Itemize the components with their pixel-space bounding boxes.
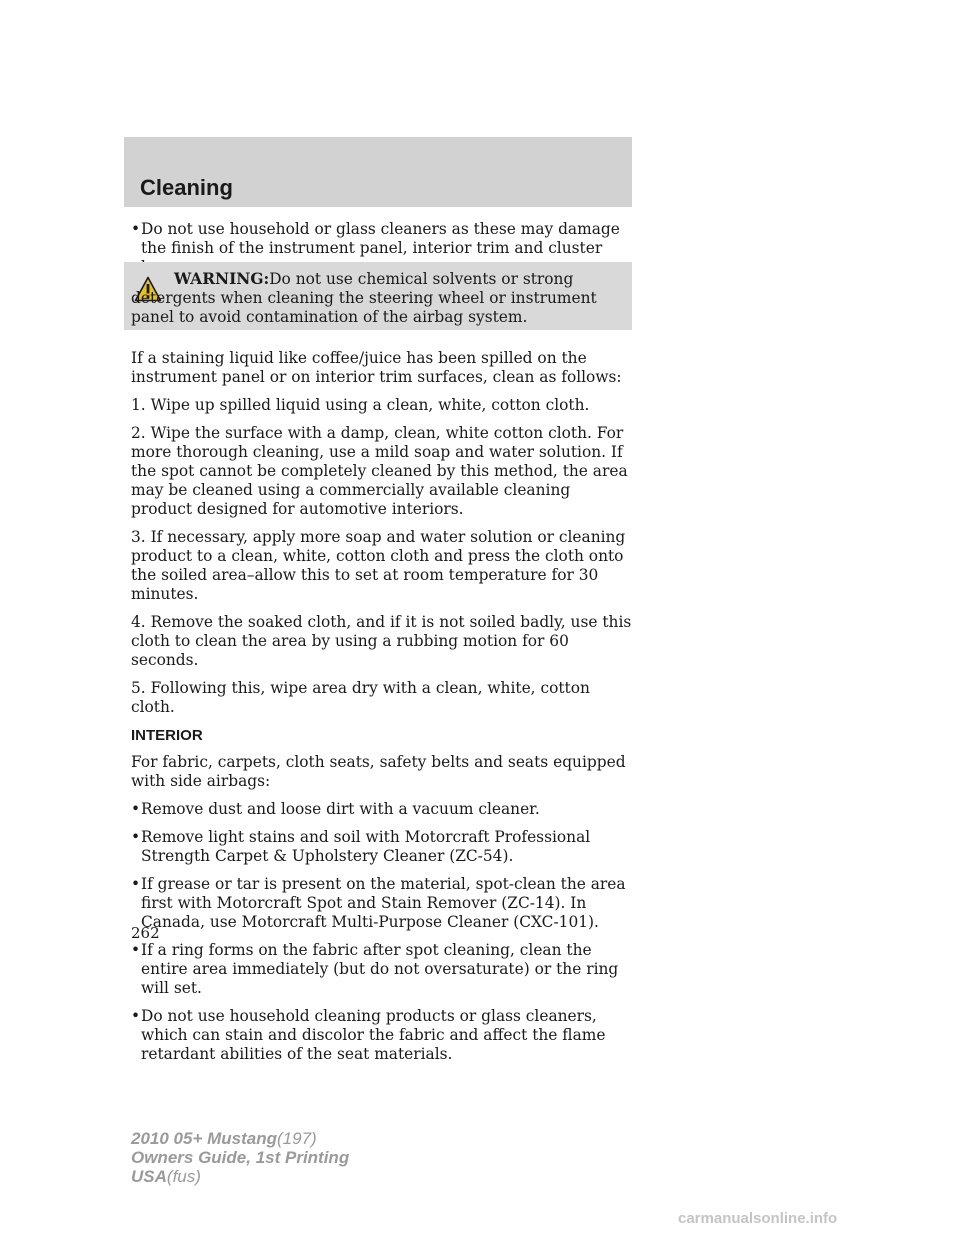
step-2: 2. Wipe the surface with a damp, clean, white cotton cloth. For more thorough cleaning, use a mild soap and water solution. If the spot cannot be completely cleaned by this method, the area may be cleaned using a commercially available cleaning product designed for automotive interiors. <box>131 424 628 518</box>
bullet-text: If grease or tar is present on the material, spot-clean the area first with Motorcraft Spot and Stain Remover (ZC-14). In Canada, use Motorcraft Multi-Purpose Cleaner (CXC-101). <box>141 875 626 931</box>
bullet-item <box>131 828 633 866</box>
step-4: 4. Remove the soaked cloth, and if it is not soiled badly, use this cloth to clean the area by using a rubbing motion for 60 seconds. <box>131 613 632 669</box>
warning-text: Do not use chemical solvents or strong detergents when cleaning the steering wheel or instrument panel to avoid contamination of the airbag system. <box>131 270 597 326</box>
footer-line-1 <box>131 1129 349 1148</box>
bullet-dot: • <box>131 220 141 238</box>
warning-label: WARNING: <box>174 270 270 288</box>
bullet-dot: • <box>131 828 141 846</box>
bullet-item <box>131 800 633 819</box>
bullet-dot: • <box>131 875 141 893</box>
footer-line-2 <box>131 1148 349 1167</box>
page-number: 262 <box>131 924 160 942</box>
page-content <box>131 220 633 1073</box>
footer-market: USA <box>131 1167 167 1186</box>
footer-info <box>131 1129 349 1186</box>
warning-box <box>124 262 632 330</box>
step-3: 3. If necessary, apply more soap and water solution or cleaning product to a clean, white, cotton cloth and press the cloth onto the soiled area–allow this to set at room temperature for 30 minutes. <box>131 528 626 603</box>
footer-model-code: (197) <box>277 1129 317 1148</box>
bullet-text: Remove dust and loose dirt with a vacuum cleaner. <box>141 800 540 818</box>
warning-text-block <box>131 270 621 327</box>
watermark: carmanualsonline.info <box>678 1210 838 1227</box>
bullet-dot: • <box>131 1007 141 1025</box>
footer-line-3 <box>131 1167 349 1186</box>
interior-intro: For fabric, carpets, cloth seats, safety belts and seats equipped with side airbags: <box>131 753 626 790</box>
footer-market-code: (fus) <box>166 1167 201 1186</box>
footer-printing: Owners Guide, 1st Printing <box>131 1148 350 1167</box>
interior-heading: INTERIOR <box>131 727 203 744</box>
step-5: 5. Following this, wipe area dry with a clean, white, cotton cloth. <box>131 679 590 716</box>
bullet-text: Remove light stains and soil with Motorcraft Professional Strength Carpet & Upholstery Cleaner (ZC-54). <box>141 828 591 865</box>
bullet-text: If a ring forms on the fabric after spot cleaning, clean the entire area immediately (but do not oversaturate) or the ring will set. <box>141 941 619 997</box>
step-1: 1. Wipe up spilled liquid using a clean, white, cotton cloth. <box>131 396 590 414</box>
bullet-dot: • <box>131 941 141 959</box>
bullet-item <box>131 941 633 998</box>
section-header <box>124 137 632 207</box>
intro-paragraph: If a staining liquid like coffee/juice has been spilled on the instrument panel or on interior trim surfaces, clean as follows: <box>131 349 622 386</box>
bullet-item <box>131 875 633 932</box>
bullet-text: Do not use household cleaning products or glass cleaners, which can stain and discolor the fabric and affect the flame retardant abilities of the seat materials. <box>141 1007 606 1063</box>
section-title: Cleaning <box>140 175 233 200</box>
bullet-dot: • <box>131 800 141 818</box>
bullet-item <box>131 1007 633 1064</box>
bullet-text: Do not use household or glass cleaners as these may damage the finish of the instrument panel, interior trim and cluster <box>141 220 620 257</box>
footer-model: 2010 05+ Mustang <box>131 1129 277 1148</box>
